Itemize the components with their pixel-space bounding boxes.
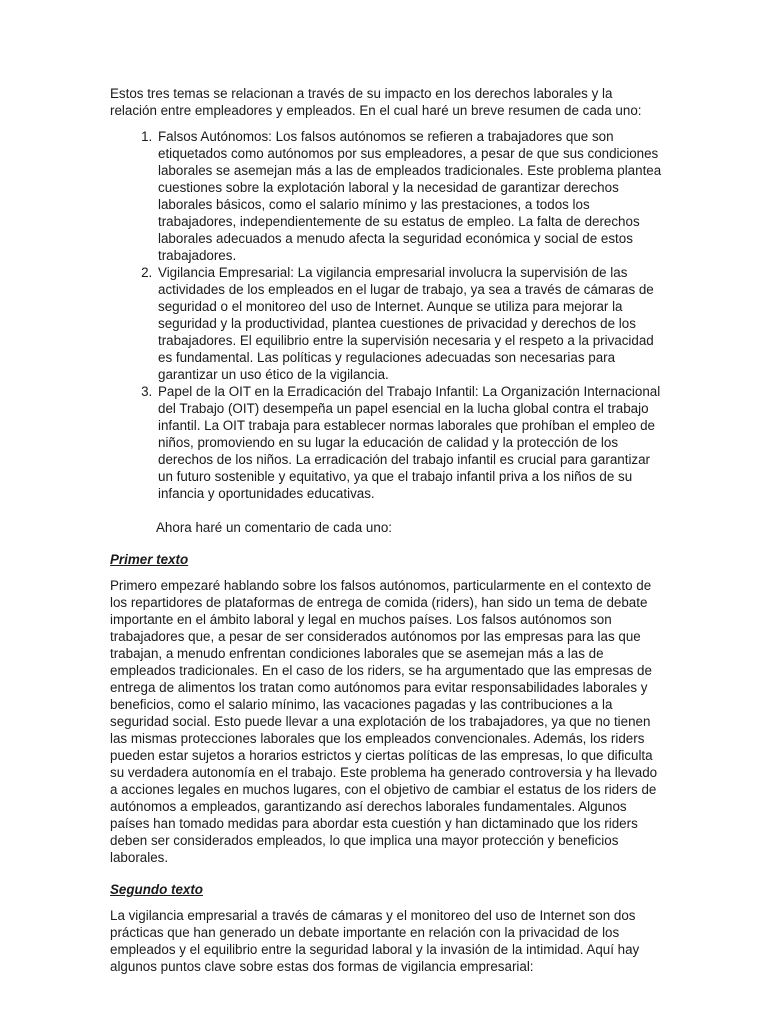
topics-list bbox=[110, 128, 662, 502]
document-page bbox=[110, 85, 662, 975]
section-body-primer-texto: Primero empezaré hablando sobre los falsos autónomos, particularmente en el contexto de los repartidores de plataformas de entrega de comida (riders), han sido un tema de debate importante en el ámbito laboral y legal en muchos países. Los falsos autónomos son trabajadores que, a pesar de ser considerados autónomos por las empresas para las que trabajan, a menudo enfrentan condiciones laborales que se asemejan más a las de empleados tradicionales. En el caso de los riders, se ha argumentado que las empresas de entrega de alimentos los tratan como autónomos para evitar responsabilidades laborales y beneficios, como el salario mínimo, las vacaciones pagadas y las contribuciones a la seguridad social. Esto puede llevar a una explotación de los trabajadores, ya que no tienen las mismas protecciones laborales que los empleados convencionales. Además, los riders pueden estar sujetos a horarios estrictos y ciertas políticas de las empresas, lo que dificulta su verdadera autonomía en el trabajo. Este problema ha generado controversia y ha llevado a acciones legales en muchos lugares, con el objetivo de cambiar el estatus de los riders de autónomos a empleados, garantizando así derechos laborales fundamentales. Algunos países han tomado medidas para abordar esta cuestión y han dictaminado que los riders deben ser considerados empleados, lo que implica una mayor protección y beneficios laborales. bbox=[110, 578, 658, 865]
section-heading-segundo-texto: Segundo texto bbox=[110, 882, 203, 897]
comment-lead: Ahora haré un comentario de cada uno: bbox=[156, 520, 392, 535]
section-body-segundo-texto: La vigilancia empresarial a través de cámaras y el monitoreo del uso de Internet son dos prácticas que han generado un debate importante en relación con la privacidad de los empleados y el equilibrio entre la seguridad laboral y la invasión de la intimidad. Aquí hay algunos puntos clave sobre estas dos formas de vigilancia empresarial: bbox=[110, 908, 640, 974]
intro-paragraph: Estos tres temas se relacionan a través de su impacto en los derechos laborales y la relación entre empleadores y empleados. En el cual haré un breve resumen de cada uno: bbox=[110, 86, 642, 118]
list-item: 2. Vigilancia Empresarial: La vigilancia empresarial involucra la supervisión de las actividades de los empleados en el lugar de trabajo, ya sea a través de cámaras de seguridad o el monitoreo del uso de Internet. Aunque se utiliza para mejorar la seguridad y la productividad, plantea cuestiones de privacidad y derechos de los trabajadores. El equilibrio entre la supervisión necesaria y el respeto a la privacidad es fundamental. Las políticas y regulaciones adecuadas son necesarias para garantizar un uso ético de la vigilancia. bbox=[156, 264, 662, 383]
list-item: 1. Falsos Autónomos: Los falsos autónomos se refieren a trabajadores que son etiquetados como autónomos por sus empleadores, a pesar de que sus condiciones laborales se asemejan más a las de empleados tradicionales. Este problema plantea cuestiones sobre la explotación laboral y la necesidad de garantizar derechos laborales básicos, como el salario mínimo y las prestaciones, a todos los trabajadores, independientemente de su estatus de empleo. La falta de derechos laborales adecuados a menudo afecta la seguridad económica y social de estos trabajadores. bbox=[156, 128, 662, 264]
section-heading-primer-texto: Primer texto bbox=[110, 552, 189, 567]
list-item: 3. Papel de la OIT en la Erradicación del Trabajo Infantil: La Organización Internacional del Trabajo (OIT) desempeña un papel esencial en la lucha global contra el trabajo infantil. La OIT trabaja para establecer normas laborales que prohíban el empleo de niños, promoviendo en su lugar la educación de calidad y la protección de los derechos de los niños. La erradicación del trabajo infantil es crucial para garantizar un futuro sostenible y equitativo, ya que el trabajo infantil priva a los niños de su infancia y oportunidades educativas. bbox=[156, 383, 662, 502]
